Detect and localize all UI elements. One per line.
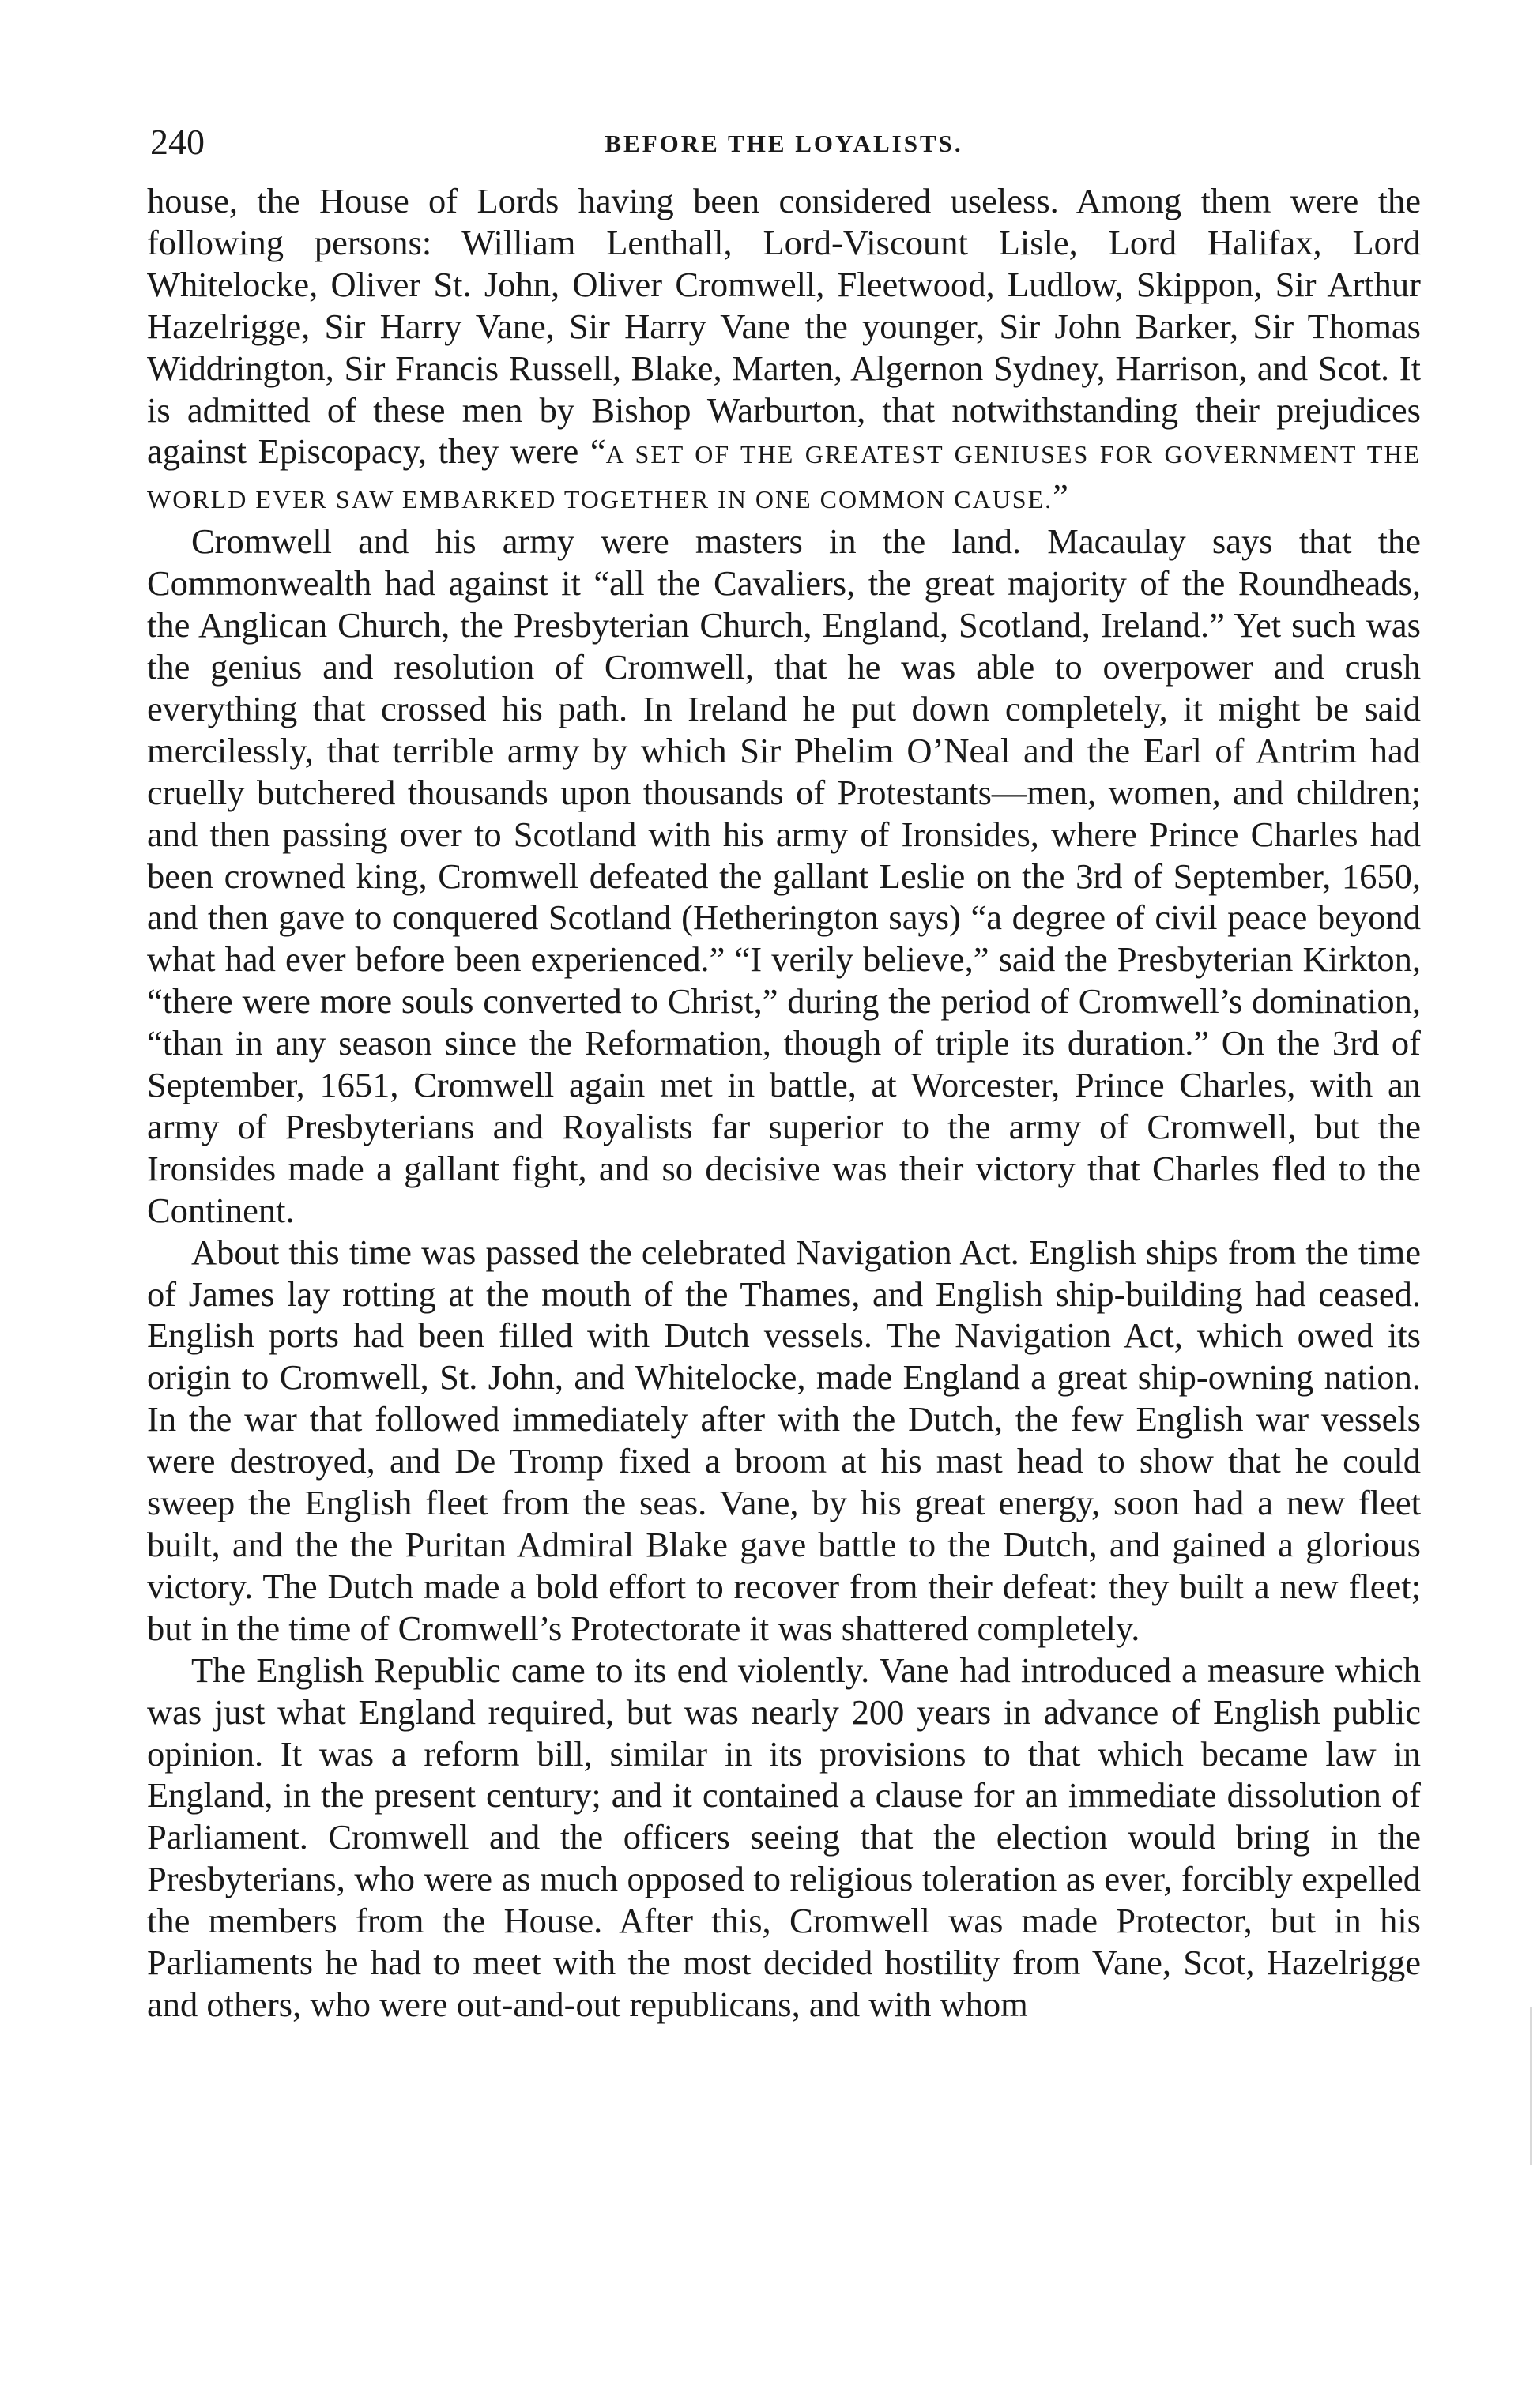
paragraph-4: The English Republic came to its end violently. Vane had introduced a measure which was just what England required, but was nearly 200 years in advance of English public opinion. It was a reform bill, similar in its provisions to that which became law in England, in the present century; and it contained a clause for an immediate dissolution of Parliament. Cromwell and the officers seeing that the election would bring in the Presbyterians, who were as much opposed to religious toleration as ever, forcibly expelled the members from the House. After this, Cromwell was made Protector, but in his Parliaments he had to meet with the most decided hostility from Vane, Scot, Hazelrigge and others, who were out-and-out republicans, and with whom xyxy=(147,1650,1421,2024)
paragraph-1-text: house, the House of Lords having been considered useless. Among them were the following persons: William Lenthall, Lord-Viscount Lisle, Lord Halifax, Lord Whitelocke, Oliver St. John, Oliver Cromwell, Fleetwood, Ludlow, Skippon, Sir Arthur Hazelrigge, Sir Harry Vane, Sir Harry Vane the younger, Sir John Barker, Sir Thomas Widdrington, Sir Francis Russell, Blake, Marten, Algernon Sydney, Harrison, and Scot. It is admitted of these men by Bishop Warburton, that notwithstanding their prejudices against Episcopacy, they were “ xyxy=(147,181,1421,472)
page-header xyxy=(147,111,1421,174)
paragraph-3: About this time was passed the celebrated Navigation Act. English ships from the time of James lay rotting at the mouth of the Thames, and English ship-building had ceased. English ports had been filled with Dutch vessels. The Navigation Act, which owed its origin to Cromwell, St. John, and Whitelocke, made England a great ship-owning nation. In the war that followed immediately after with the Dutch, the few English war vessels were destroyed, and De Tromp fixed a broom at his mast head to show that he could sweep the English fleet from the seas. Vane, by his great energy, soon had a new fleet built, and the the Puritan Admiral Blake gave battle to the Dutch, and gained a glorious victory. The Dutch made a bold effort to recover from their defeat: they built a new fleet; but in the time of Cromwell’s Protectorate it was shattered completely. xyxy=(147,1232,1421,1648)
paragraph-1-closing-quote: ” xyxy=(1053,476,1068,517)
running-title: BEFORE THE LOYALISTS. xyxy=(605,130,963,157)
warburton-quote-small-caps: A SET OF THE GREATEST GENIUSES FOR GOVERNMENT THE WORLD EVER SAW EMBARKED TOGETHER IN ONE COMMON CAUSE. xyxy=(147,440,1421,514)
body-text xyxy=(147,180,1421,2026)
book-page xyxy=(147,111,1421,2386)
paragraph-1 xyxy=(147,180,1421,521)
page-number: 240 xyxy=(150,122,205,162)
page-edge-shadow xyxy=(1530,2007,1532,2165)
paragraph-2: Cromwell and his army were masters in the land. Macaulay says that the Commonwealth had against it “all the Cavaliers, the great majority of the Roundheads, the Anglican Church, the Presbyterian Church, England, Scotland, Ireland.” Yet such was the genius and resolution of Cromwell, that he was able to overpower and crush everything that crossed his path. In Ireland he put down completely, it might be said mercilessly, that terrible army by which Sir Phelim O’Neal and the Earl of Antrim had cruelly butchered thousands upon thousands of Protestants—men, women, and children; and then passing over to Scotland with his army of Ironsides, where Prince Charles had been crowned king, Cromwell defeated the gallant Leslie on the 3rd of September, 1650, and then gave to conquered Scotland (Hetherington says) “a degree of civil peace beyond what had ever before been experienced.” “I verily believe,” said the Presbyterian Kirkton, “there were more souls converted to Christ,” during the period of Cromwell’s domination, “than in any season since the Reformation, though of triple its duration.” On the 3rd of September, 1651, Cromwell again met in battle, at Worcester, Prince Charles, with an army of Presbyterians and Royalists far superior to the army of Cromwell, but the Ironsides made a gallant fight, and so decisive was their victory that Charles fled to the Continent. xyxy=(147,521,1421,1230)
